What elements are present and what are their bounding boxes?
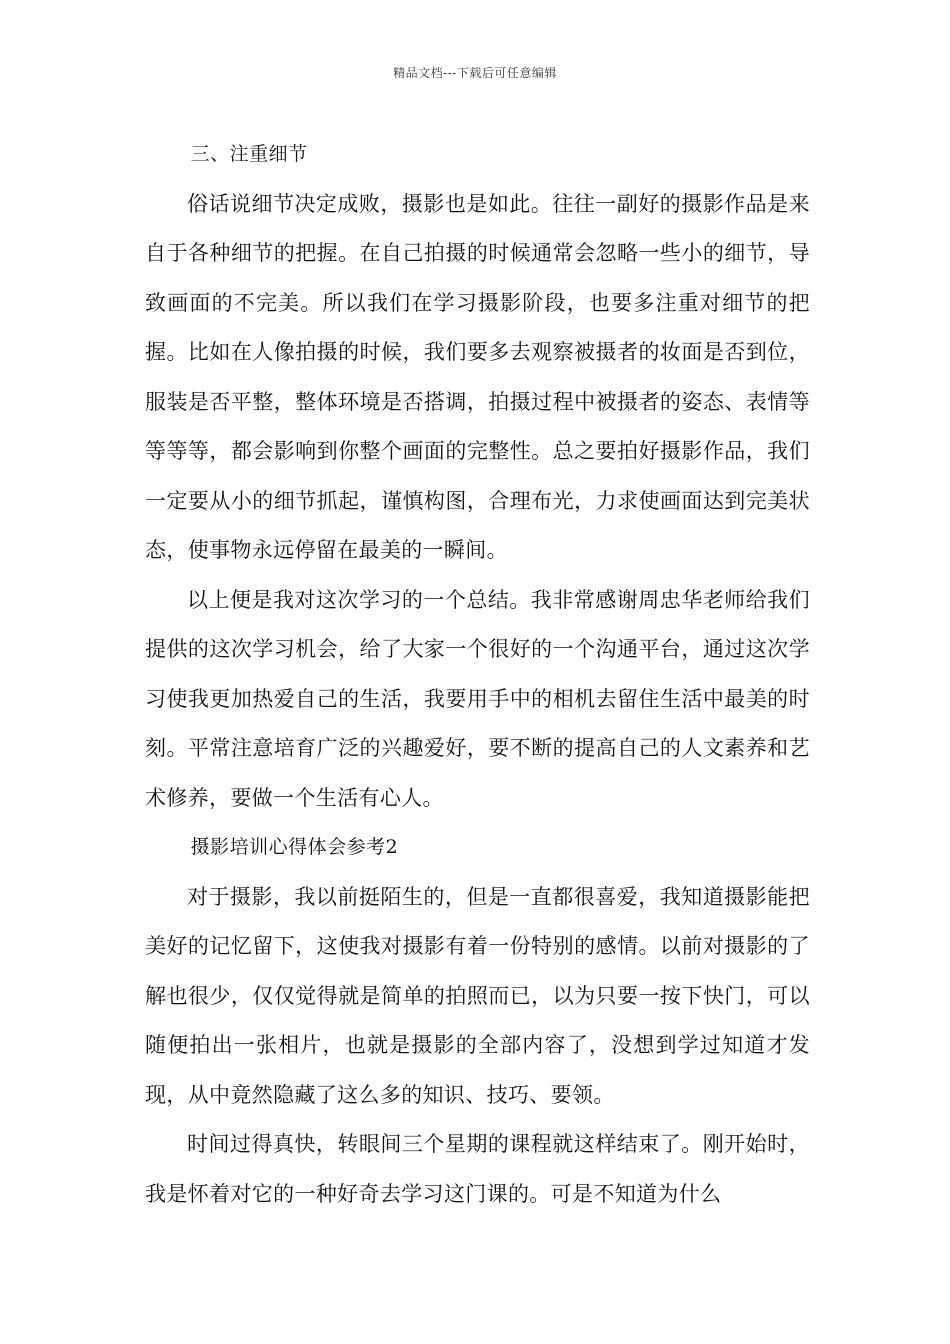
paragraph-intro: 对于摄影，我以前挺陌生的，但是一直都很喜爱，我知道摄影能把美好的记忆留下，这使我对摄影有着一份特别的感情。以前对摄影的了解也很少，仅仅觉得就是简单的拍照而已，以为只要一按下快门，可以随便拍出一张相片，也就是摄影的全部内容了，没想到学过知道才发现，从中竟然隐藏了这么多的知识、技巧、要领。 [145, 884, 810, 1107]
section-heading: 三、注重细节 [190, 143, 308, 165]
article-title: 摄影培训心得体会参考2 [190, 836, 399, 858]
paragraph-details: 俗话说细节决定成败，摄影也是如此。往往一副好的摄影作品是来自于各种细节的把握。在自己拍摄的时候通常会忽略一些小的细节，导致画面的不完美。所以我们在学习摄影阶段，也要多注重对细节的把握。比如在人像拍摄的时候，我们要多去观察被摄者的妆面是否到位，服装是否平整，整体环境是否搭调，拍摄过程中被摄者的姿态、表情等等等等，都会影响到你整个画面的完整性。总之要拍好摄影作品，我们一定要从小的细节抓起，谨慎构图，合理布光，力求使画面达到完美状态，使事物永远停留在最美的一瞬间。 [145, 191, 810, 562]
paragraph-time: 时间过得真快，转眼间三个星期的课程就这样结束了。刚开始时，我是怀着对它的一种好奇去学习这门课的。可是不知道为什么 [145, 1132, 810, 1206]
page-header: 精品文档---下载后可任意编辑 [393, 66, 557, 80]
paragraph-summary: 以上便是我对这次学习的一个总结。我非常感谢周忠华老师给我们提供的这次学习机会，给了大家一个很好的一个沟通平台，通过这次学习使我更加热爱自己的生活，我要用手中的相机去留住生活中最美的时刻。平常注意培育广泛的兴趣爱好，要不断的提高自己的人文素养和艺术修养，要做一个生活有心人。 [145, 587, 810, 810]
document-body [145, 130, 810, 1219]
